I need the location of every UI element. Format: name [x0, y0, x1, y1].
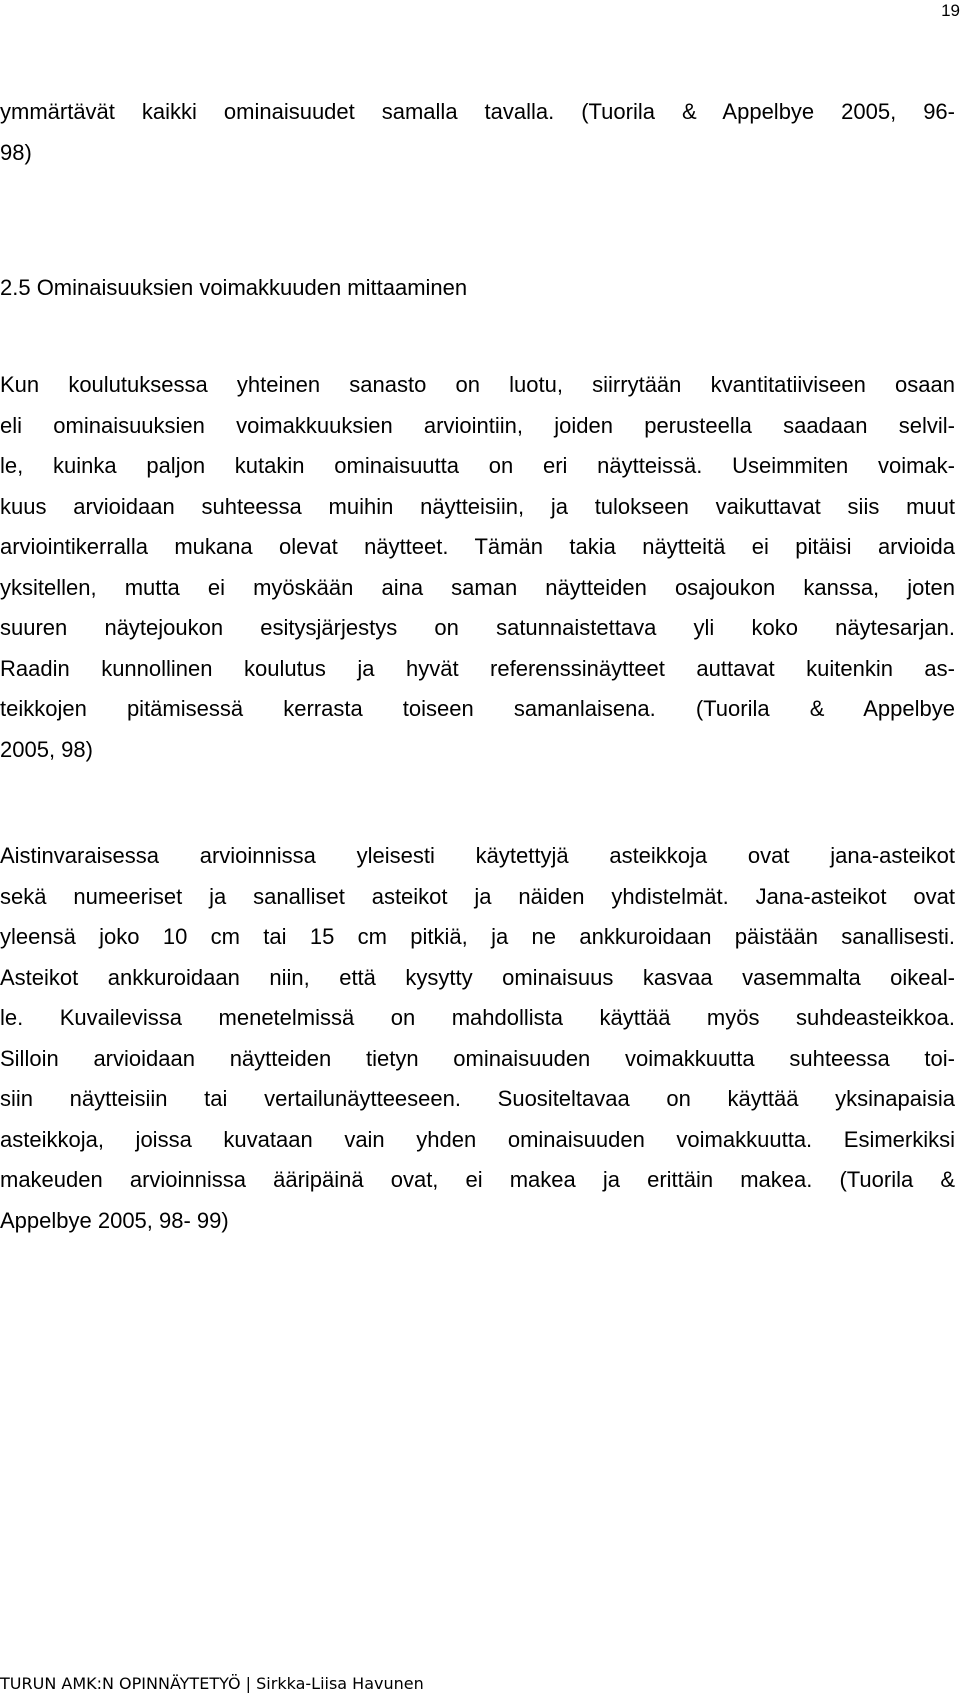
paragraph-line: 98) [0, 139, 32, 165]
paragraph-line: 2005, 98) [0, 736, 93, 762]
paragraph-line: Silloin arvioidaan näytteiden tietyn ominaisuuden voimakkuutta suhteessa toi- [0, 1045, 955, 1071]
paragraph-line: teikkojen pitämisessä kerrasta toiseen samanlaisena. (Tuorila & Appelbye [0, 696, 955, 721]
paragraph-line: makeuden arvioinnissa ääripäinä ovat, ei makea ja erittäin makea. (Tuorila & [0, 1167, 955, 1192]
page-number: 19 [941, 1, 960, 20]
paragraph-line: suuren näytejoukon esitysjärjestys on satunnaistettava yli koko näytesarjan. [0, 615, 955, 640]
paragraph-line: kuus arvioidaan suhteessa muihin näytteisiin, ja tulokseen vaikuttavat siis muut [0, 493, 955, 519]
body-paragraph-1 [0, 365, 955, 770]
paragraph-line: sekä numeeriset ja sanalliset asteikot ja näiden yhdistelmät. Jana-asteikot ovat [0, 883, 955, 909]
paragraph-line: siin näytteisiin tai vertailunäytteeseen. Suositeltavaa on käyttää yksinapaisia [0, 1086, 955, 1111]
paragraph-line: ymmärtävät kaikki ominaisuudet samalla tavalla. (Tuorila & Appelbye 2005, 96- [0, 99, 955, 124]
paragraph-line: Kun koulutuksessa yhteinen sanasto on luotu, siirrytään kvantitatiiviseen osaan [0, 372, 955, 397]
intro-paragraph [0, 92, 955, 173]
paragraph-line: yksitellen, mutta ei myöskään aina saman näytteiden osajoukon kanssa, joten [0, 574, 955, 600]
paragraph-line: asteikkoja, joissa kuvataan vain yhden ominaisuuden voimakkuutta. Esimerkiksi [0, 1126, 955, 1152]
paragraph-line: Appelbye 2005, 98- 99) [0, 1207, 229, 1233]
paragraph-line: yleensä joko 10 cm tai 15 cm pitkiä, ja ne ankkuroidaan päistään sanallisesti. [0, 924, 955, 949]
paragraph-line: Raadin kunnollinen koulutus ja hyvät referenssinäytteet auttavat kuitenkin as- [0, 655, 955, 681]
page-footer: TURUN AMK:N OPINNÄYTETYÖ | Sirkka-Liisa Havunen [0, 1674, 424, 1693]
paragraph-line: Aistinvaraisessa arvioinnissa yleisesti käytettyjä asteikkoja ovat jana-asteikot [0, 843, 955, 868]
section-heading: 2.5 Ominaisuuksien voimakkuuden mittaaminen [0, 275, 468, 300]
paragraph-line: le. Kuvailevissa menetelmissä on mahdollista käyttää myös suhdeasteikkoa. [0, 1005, 955, 1030]
paragraph-line: arviointikerralla mukana olevat näytteet. Tämän takia näytteitä ei pitäisi arvioida [0, 534, 955, 559]
paragraph-line: le, kuinka paljon kutakin ominaisuutta on eri näytteissä. Useimmiten voimak- [0, 453, 955, 478]
body-paragraph-2 [0, 836, 955, 1241]
paragraph-line: Asteikot ankkuroidaan niin, että kysytty ominaisuus kasvaa vasemmalta oikeal- [0, 964, 955, 990]
paragraph-line: eli ominaisuuksien voimakkuuksien arviointiin, joiden perusteella saadaan selvil- [0, 412, 955, 438]
